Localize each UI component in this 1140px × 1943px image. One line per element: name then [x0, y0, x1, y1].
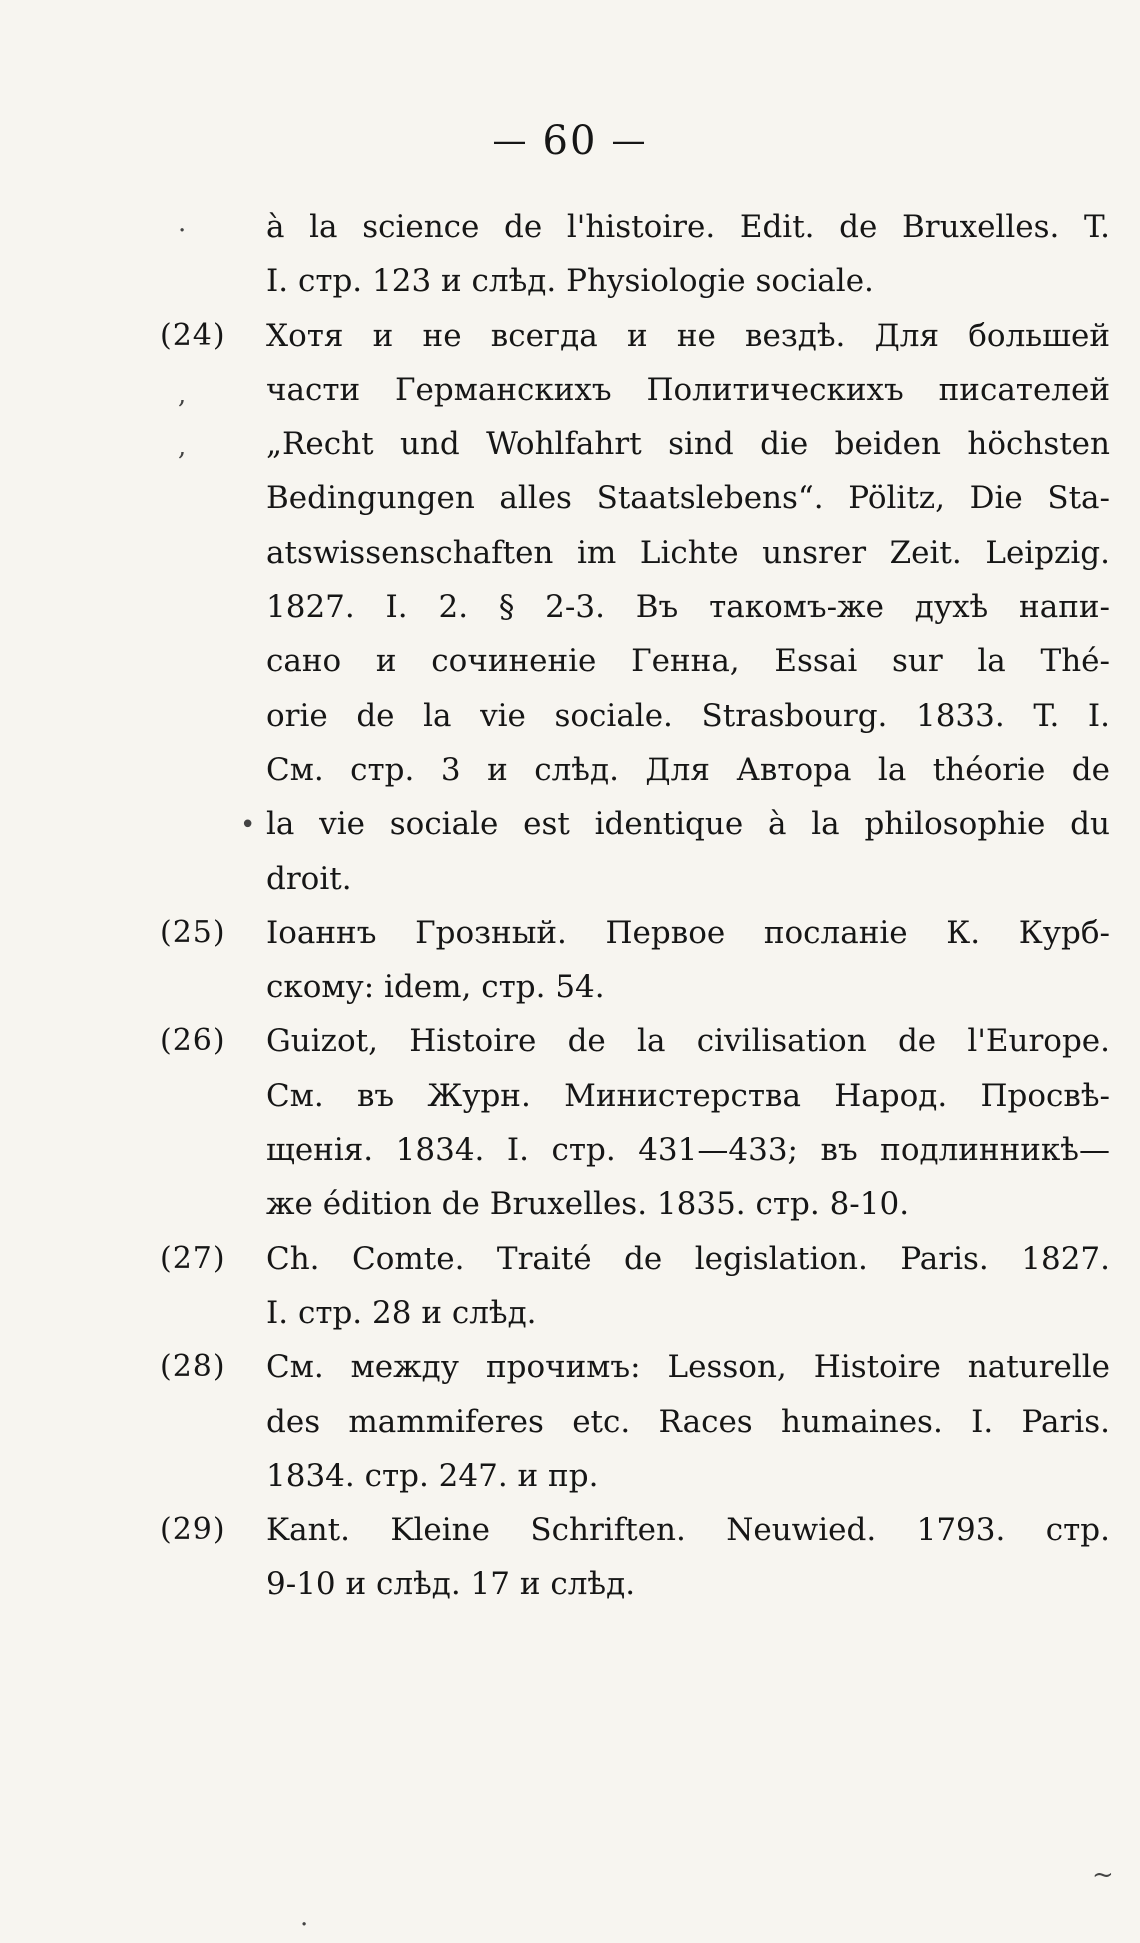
footnote-line — [160, 689, 1110, 743]
footnote-text: 9-10 и слѣд. 17 и слѣд. — [266, 1566, 636, 1603]
footnote — [160, 906, 1110, 1015]
footnote-text: См. между прочимъ: Lesson, Histoire naturelle — [266, 1349, 1110, 1386]
page-number: 60 — [542, 118, 598, 164]
footnote-text: Ch. Comte. Traité de legislation. Paris. 1827. — [266, 1240, 1110, 1277]
footnote-text: droit. — [266, 860, 352, 897]
footnote-line — [160, 852, 1110, 906]
footnote-line — [160, 1340, 1110, 1394]
header-right-mark: — — [611, 121, 648, 161]
scan-speck: · — [178, 216, 187, 246]
footnote-number: (26) — [160, 1023, 226, 1059]
footnote-line — [160, 960, 1110, 1014]
footnote-line — [160, 1449, 1110, 1503]
footnote-text: щенія. 1834. I. стр. 431—433; въ подлинникѣ— — [266, 1132, 1110, 1169]
footnote — [160, 1232, 1110, 1341]
footnote-text: des mammiferes etc. Races humaines. I. Paris. — [266, 1403, 1110, 1440]
scan-speck: , — [178, 380, 187, 410]
footnote-text: См. стр. 3 и слѣд. Для Автора la théorie de — [266, 751, 1110, 788]
footnote-line — [160, 471, 1110, 525]
scan-speck: , — [178, 432, 187, 462]
footnote-text: Bedingungen alles Staatslebens“. Pölitz, Die Sta- — [266, 480, 1110, 517]
footnote-line — [160, 1177, 1110, 1231]
footnote-text: Kant. Kleine Schriften. Neuwied. 1793. стр. — [266, 1512, 1110, 1549]
footnote-text: См. въ Журн. Министерства Народ. Просвѣ- — [266, 1077, 1110, 1114]
footnote-text: Guizot, Histoire de la civilisation de l'Europe. — [266, 1023, 1110, 1060]
footnote-number: (27) — [160, 1240, 226, 1276]
footnote-line — [160, 906, 1110, 960]
footnote-line — [160, 743, 1110, 797]
footnote-line — [160, 309, 1110, 363]
footnote-text: 1834. стр. 247. и пр. — [266, 1457, 599, 1494]
footnote-line — [160, 1395, 1110, 1449]
footnote — [160, 1340, 1110, 1503]
footnote-line — [160, 1503, 1110, 1557]
footnote-line — [160, 1557, 1110, 1611]
footnote-text: части Германскихъ Политическихъ писателей — [266, 371, 1110, 408]
footnote-line — [160, 1286, 1110, 1340]
scan-speck: • — [240, 810, 256, 840]
footnote — [160, 309, 1110, 906]
footnote-text: orie de la vie sociale. Strasbourg. 1833. T. I. — [266, 697, 1110, 734]
footnote — [160, 200, 1110, 309]
scan-speck: · — [300, 1910, 309, 1940]
footnote-line — [160, 797, 1110, 851]
footnote-text: же édition de Bruxelles. 1835. стр. 8-10. — [266, 1186, 910, 1223]
footnote-number: (24) — [160, 317, 226, 353]
footnote-line — [160, 200, 1110, 254]
footnotes-block — [160, 200, 1110, 1612]
footnote-text: 1827. I. 2. § 2-3. Въ такомъ-же духѣ напи- — [266, 589, 1110, 626]
footnote-text: сано и сочиненіе Генна, Essai sur la Thé- — [266, 643, 1110, 680]
footnote — [160, 1014, 1110, 1231]
footnote-line — [160, 526, 1110, 580]
footnote-number: (28) — [160, 1349, 226, 1385]
footnote-text: Іоаннъ Грозный. Первое посланіе К. Курб- — [266, 914, 1110, 951]
header-left-mark: — — [492, 121, 529, 161]
footnote-text: atswissenschaften im Lichte unsrer Zeit. Leipzig. — [266, 534, 1110, 571]
scan-speck: ~ — [1092, 1860, 1114, 1890]
footnote-line — [160, 580, 1110, 634]
footnote-text: Хотя и не всегда и не вездѣ. Для большей — [266, 317, 1110, 354]
footnote-text: I. стр. 123 и слѣд. Physiologie sociale. — [266, 263, 874, 300]
footnote-number: (29) — [160, 1512, 226, 1548]
page-header — [0, 118, 1140, 164]
footnote-line — [160, 1123, 1110, 1177]
footnote-line — [160, 1069, 1110, 1123]
footnote — [160, 1503, 1110, 1612]
footnote-line — [160, 1014, 1110, 1068]
footnote-line — [160, 634, 1110, 688]
footnote-line — [160, 363, 1110, 417]
footnote-text: la vie sociale est identique à la philosophie du — [266, 806, 1110, 843]
footnote-line — [160, 254, 1110, 308]
footnote-line — [160, 417, 1110, 471]
footnote-text: „Recht und Wohlfahrt sind die beiden höchsten — [266, 426, 1110, 463]
footnote-number: (25) — [160, 914, 226, 950]
footnote-line — [160, 1232, 1110, 1286]
footnote-text: à la science de l'histoire. Edit. de Bruxelles. T. — [266, 209, 1110, 245]
footnote-text: I. стр. 28 и слѣд. — [266, 1294, 537, 1331]
footnote-text: скому: idem, стр. 54. — [266, 969, 605, 1006]
